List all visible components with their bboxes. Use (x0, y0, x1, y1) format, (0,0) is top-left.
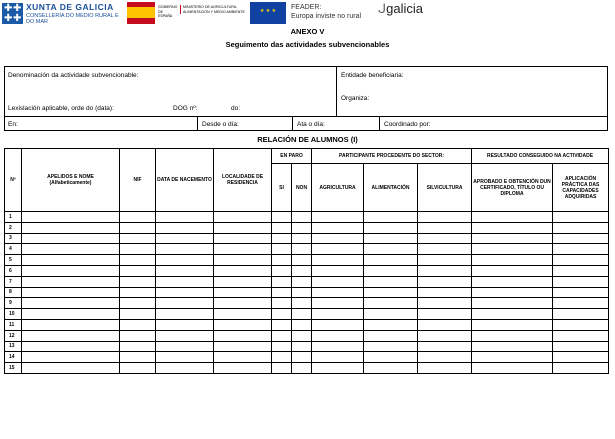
table-cell[interactable] (120, 363, 156, 374)
table-cell[interactable] (272, 212, 292, 223)
table-cell[interactable] (214, 212, 272, 223)
spain-flag-icon (127, 2, 155, 24)
table-cell[interactable] (120, 255, 156, 266)
dog-label: DOG nº: (173, 105, 198, 112)
table-cell[interactable] (472, 363, 553, 374)
table-cell[interactable] (272, 319, 292, 330)
students-table (4, 148, 609, 374)
row-number: 15 (5, 363, 22, 374)
table-cell[interactable] (272, 352, 292, 363)
table-cell[interactable] (22, 298, 120, 309)
participante-header: PARTICIPANTE PROCEDENTE DO SECTOR: (312, 149, 472, 164)
table-cell[interactable] (472, 287, 553, 298)
table-cell[interactable] (272, 309, 292, 320)
table-cell[interactable] (312, 330, 364, 341)
table-cell[interactable] (214, 287, 272, 298)
table-cell[interactable] (22, 309, 120, 320)
table-cell[interactable] (312, 265, 364, 276)
table-cell[interactable] (292, 352, 312, 363)
table-cell[interactable] (418, 244, 472, 255)
table-cell[interactable] (120, 319, 156, 330)
table-cell[interactable] (364, 330, 418, 341)
table-cell[interactable] (364, 212, 418, 223)
lexislacion-label: Lexislación aplicable, orde do (data): (8, 105, 114, 112)
table-cell[interactable] (472, 244, 553, 255)
row-number: 2 (5, 222, 22, 233)
table-cell[interactable] (364, 233, 418, 244)
table-cell[interactable] (312, 212, 364, 223)
table-cell[interactable] (292, 330, 312, 341)
table-cell[interactable] (292, 363, 312, 374)
table-cell[interactable] (156, 244, 214, 255)
table-cell[interactable] (120, 309, 156, 320)
table-cell[interactable] (312, 222, 364, 233)
table-cell[interactable] (418, 330, 472, 341)
table-cell[interactable] (214, 341, 272, 352)
table-cell[interactable] (418, 233, 472, 244)
coordinado-label: Coordinado por: (384, 121, 431, 128)
table-row (5, 276, 609, 287)
table-cell[interactable] (22, 222, 120, 233)
table-cell[interactable] (214, 309, 272, 320)
table-cell[interactable] (272, 265, 292, 276)
table-cell[interactable] (418, 341, 472, 352)
table-cell[interactable] (272, 222, 292, 233)
table-cell[interactable] (418, 255, 472, 266)
non-header: NON (292, 164, 312, 212)
logo-strip (0, 0, 615, 26)
page-title: Seguimento das actividades subvencionables (225, 40, 390, 49)
table-cell[interactable] (22, 330, 120, 341)
table-cell[interactable] (472, 255, 553, 266)
table-cell[interactable] (292, 276, 312, 287)
table-row (5, 352, 609, 363)
table-title: RELACIÓN DE ALUMNOS (I) (257, 135, 358, 144)
table-cell[interactable] (272, 330, 292, 341)
table-cell[interactable] (156, 233, 214, 244)
table-cell[interactable] (472, 309, 553, 320)
table-cell[interactable] (553, 330, 609, 341)
organiza-label: Organiza: (341, 95, 370, 102)
table-cell[interactable] (418, 222, 472, 233)
table-cell[interactable] (272, 341, 292, 352)
table-cell[interactable] (292, 287, 312, 298)
table-cell[interactable] (418, 212, 472, 223)
table-cell[interactable] (156, 363, 214, 374)
feader-label: FEADER: (291, 4, 322, 11)
row-number: 12 (5, 330, 22, 341)
table-cell[interactable] (120, 287, 156, 298)
table-cell[interactable] (272, 255, 292, 266)
table-cell[interactable] (156, 341, 214, 352)
table-cell[interactable] (472, 298, 553, 309)
table-cell[interactable] (472, 330, 553, 341)
table-cell[interactable] (292, 319, 312, 330)
table-cell[interactable] (312, 255, 364, 266)
table-cell[interactable] (214, 352, 272, 363)
table-cell[interactable] (472, 233, 553, 244)
table-cell[interactable] (292, 309, 312, 320)
row-number: 11 (5, 319, 22, 330)
table-row (5, 233, 609, 244)
table-cell[interactable] (22, 244, 120, 255)
xunta-title: XUNTA DE GALICIA (26, 2, 114, 12)
table-cell[interactable] (22, 276, 120, 287)
row-number: 6 (5, 265, 22, 276)
table-cell[interactable] (553, 341, 609, 352)
table-cell[interactable] (472, 265, 553, 276)
row-number: 1 (5, 212, 22, 223)
table-cell[interactable] (156, 222, 214, 233)
gobierno-logo (127, 2, 243, 24)
table-cell[interactable] (120, 352, 156, 363)
table-cell[interactable] (312, 276, 364, 287)
table-cell[interactable] (472, 212, 553, 223)
xunta-subtitle: CONSELLERÍA DO MEDIO RURAL E DO MAR (26, 13, 119, 25)
table-cell[interactable] (553, 309, 609, 320)
table-cell[interactable] (22, 352, 120, 363)
table-cell[interactable] (156, 255, 214, 266)
table-cell[interactable] (292, 222, 312, 233)
do-label: do: (231, 105, 241, 112)
table-cell[interactable] (214, 363, 272, 374)
table-cell[interactable] (553, 298, 609, 309)
table-row (5, 222, 609, 233)
table-cell[interactable] (120, 330, 156, 341)
table-cell[interactable] (418, 265, 472, 276)
table-cell[interactable] (156, 265, 214, 276)
row-number: 14 (5, 352, 22, 363)
table-cell[interactable] (272, 233, 292, 244)
galicia-logo: ᒍgalicia (378, 1, 424, 16)
table-cell[interactable] (156, 276, 214, 287)
table-cell[interactable] (214, 276, 272, 287)
table-row (5, 363, 609, 374)
table-cell[interactable] (418, 352, 472, 363)
table-cell[interactable] (292, 298, 312, 309)
table-cell[interactable] (364, 287, 418, 298)
table-cell[interactable] (120, 212, 156, 223)
table-cell[interactable] (22, 287, 120, 298)
row-number: 9 (5, 298, 22, 309)
table-cell[interactable] (214, 298, 272, 309)
table-cell[interactable] (156, 309, 214, 320)
row-number: 5 (5, 255, 22, 266)
table-cell[interactable] (364, 309, 418, 320)
table-cell[interactable] (553, 276, 609, 287)
table-cell[interactable] (292, 255, 312, 266)
table-cell[interactable] (156, 319, 214, 330)
table-cell[interactable] (418, 309, 472, 320)
table-cell[interactable] (472, 222, 553, 233)
table-cell[interactable] (312, 298, 364, 309)
resultado-header: RESULTADO CONSEGUIDO NA ACTIVIDADE (472, 149, 609, 164)
table-cell[interactable] (120, 276, 156, 287)
gobierno-label: GOBIERNO DE ESPAÑA (158, 5, 178, 18)
table-cell[interactable] (22, 255, 120, 266)
entidade-label: Entidade beneficiaria: (341, 72, 404, 79)
table-cell[interactable] (553, 352, 609, 363)
table-cell[interactable] (472, 341, 553, 352)
row-number: 3 (5, 233, 22, 244)
table-row (5, 298, 609, 309)
table-cell[interactable] (312, 352, 364, 363)
aprobado-header: APROBADO E OBTENCIÓN DUN CERTIFICADO, TÍTULO OU DIPLOMA (472, 164, 553, 212)
table-cell[interactable] (418, 276, 472, 287)
table-cell[interactable] (22, 363, 120, 374)
table-cell[interactable] (312, 363, 364, 374)
table-cell[interactable] (553, 319, 609, 330)
table-cell[interactable] (364, 298, 418, 309)
row-number: 4 (5, 244, 22, 255)
table-cell[interactable] (214, 222, 272, 233)
table-cell[interactable] (364, 363, 418, 374)
table-cell[interactable] (553, 265, 609, 276)
feader-slogan: Europa inviste no rural (291, 13, 362, 20)
table-cell[interactable] (272, 244, 292, 255)
table-cell[interactable] (156, 330, 214, 341)
table-cell[interactable] (364, 276, 418, 287)
table-cell[interactable] (553, 255, 609, 266)
table-cell[interactable] (120, 298, 156, 309)
xunta-logo (2, 2, 120, 26)
table-row (5, 309, 609, 320)
table-cell[interactable] (418, 287, 472, 298)
table-cell[interactable] (272, 287, 292, 298)
table-cell[interactable] (292, 233, 312, 244)
table-cell[interactable] (272, 276, 292, 287)
table-cell[interactable] (22, 233, 120, 244)
table-cell[interactable] (364, 352, 418, 363)
table-cell[interactable] (553, 287, 609, 298)
table-cell[interactable] (214, 255, 272, 266)
table-cell[interactable] (364, 222, 418, 233)
table-cell[interactable] (292, 341, 312, 352)
table-cell[interactable] (312, 309, 364, 320)
table-cell[interactable] (312, 287, 364, 298)
table-cell[interactable] (472, 319, 553, 330)
agricultura-header: AGRICULTURA (312, 164, 364, 212)
table-cell[interactable] (214, 330, 272, 341)
table-cell[interactable] (120, 341, 156, 352)
table-cell[interactable] (120, 222, 156, 233)
ministerio-label: MINISTERIO DE AGRICULTURA, ALIMENTACIÓN Y MEDIO AMBIENTE (180, 5, 245, 14)
table-row (5, 244, 609, 255)
table-cell[interactable] (120, 233, 156, 244)
table-row (5, 255, 609, 266)
table-cell[interactable] (214, 319, 272, 330)
denominacion-label: Denominación da actividade subvencionable: (8, 72, 139, 79)
en-label: En: (8, 121, 18, 128)
table-cell[interactable] (553, 212, 609, 223)
table-cell[interactable] (156, 352, 214, 363)
table-cell[interactable] (364, 255, 418, 266)
annex-title: ANEXO V (290, 27, 325, 36)
en-paro-header: EN PARO (272, 149, 312, 164)
row-number: 7 (5, 276, 22, 287)
table-cell[interactable] (22, 341, 120, 352)
table-row (5, 265, 609, 276)
table-cell[interactable] (553, 233, 609, 244)
table-cell[interactable] (214, 265, 272, 276)
alimentacion-header: ALIMENTACIÓN (364, 164, 418, 212)
table-cell[interactable] (312, 244, 364, 255)
col-nif-header: NIF (120, 149, 156, 212)
table-cell[interactable] (22, 265, 120, 276)
table-cell[interactable] (22, 212, 120, 223)
desde-label: Desde o día: (202, 121, 239, 128)
table-row (5, 341, 609, 352)
silvicultura-header: SILVICULTURA (418, 164, 472, 212)
table-cell[interactable] (22, 319, 120, 330)
table-row (5, 330, 609, 341)
feader-logo (291, 3, 361, 21)
table-row (5, 212, 609, 223)
table-cell[interactable] (292, 244, 312, 255)
col-localidade-header: LOCALIDADE DE RESIDENCIA (214, 149, 272, 212)
table-cell[interactable] (214, 233, 272, 244)
col-data-header: DATA DE NACEMENTO (156, 149, 214, 212)
table-cell[interactable] (364, 265, 418, 276)
table-cell[interactable] (312, 319, 364, 330)
table-cell[interactable] (156, 287, 214, 298)
ata-label: Ata o día: (297, 121, 325, 128)
col-nome-header: APELIDOS E NOME (Alfabeticamente) (22, 149, 120, 212)
row-number: 8 (5, 287, 22, 298)
table-cell[interactable] (312, 341, 364, 352)
table-cell[interactable] (472, 276, 553, 287)
table-cell[interactable] (553, 363, 609, 374)
table-cell[interactable] (156, 212, 214, 223)
table-row (5, 287, 609, 298)
table-cell[interactable] (364, 244, 418, 255)
table-cell[interactable] (418, 298, 472, 309)
aplicacion-header: APLICACIÓN PRÁCTICA DAS CAPACIDADES ADQUIRIDAS (553, 164, 609, 212)
table-cell[interactable] (120, 265, 156, 276)
xunta-emblem-icon: ✚ ✚ ✚ ✚ (4, 3, 22, 24)
table-cell[interactable] (418, 363, 472, 374)
table-cell[interactable] (472, 352, 553, 363)
si-header: SI (272, 164, 292, 212)
table-cell[interactable] (553, 244, 609, 255)
table-cell[interactable] (312, 233, 364, 244)
col-num-header: Nº (5, 149, 22, 212)
table-cell[interactable] (214, 244, 272, 255)
table-cell[interactable] (553, 222, 609, 233)
table-cell[interactable] (120, 244, 156, 255)
table-cell[interactable] (364, 341, 418, 352)
table-cell[interactable] (272, 298, 292, 309)
table-row (5, 319, 609, 330)
row-number: 10 (5, 309, 22, 320)
table-cell[interactable] (418, 319, 472, 330)
row-number: 13 (5, 341, 22, 352)
table-cell[interactable] (292, 212, 312, 223)
table-cell[interactable] (272, 363, 292, 374)
table-cell[interactable] (364, 319, 418, 330)
eu-flag-icon: ★ ★ ★ (250, 2, 286, 24)
table-cell[interactable] (156, 298, 214, 309)
table-cell[interactable] (292, 265, 312, 276)
